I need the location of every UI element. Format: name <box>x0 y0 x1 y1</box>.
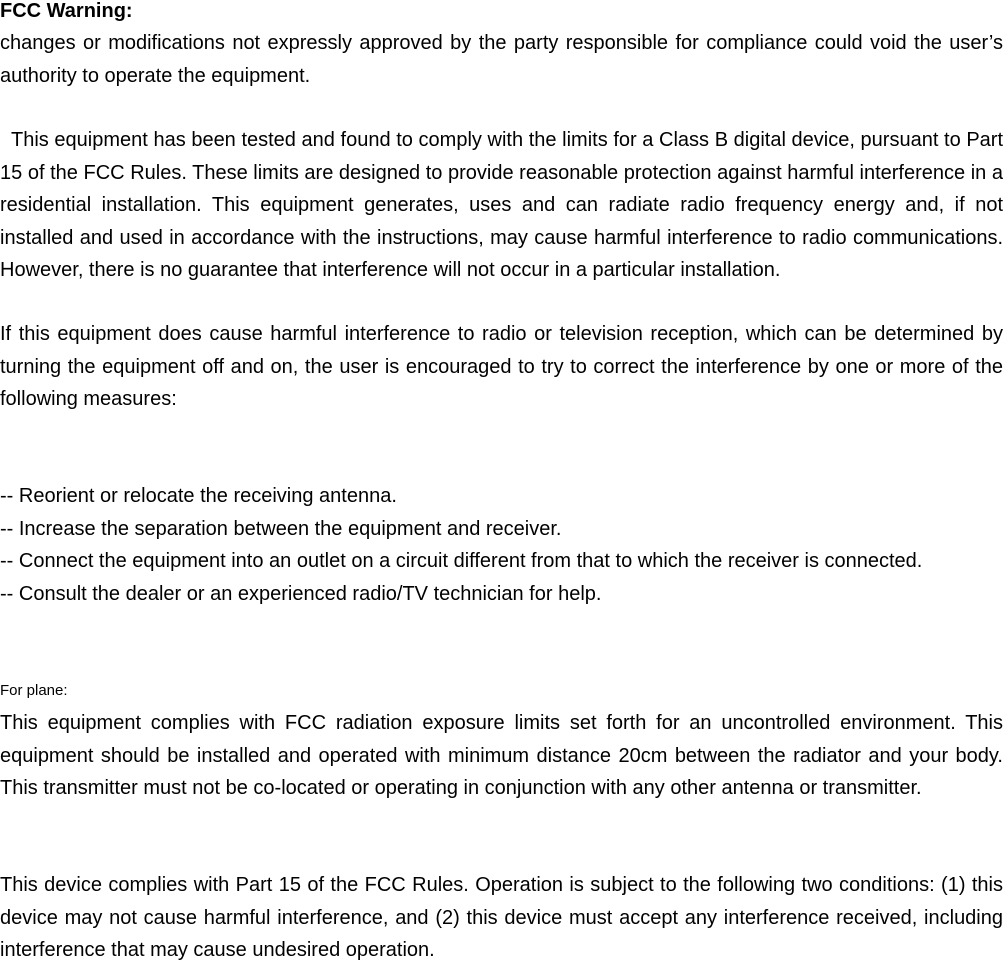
radiation-exposure-paragraph: This equipment complies with FCC radiation exposure limits set forth for an uncontrolled environment. This equipment should be installed and operated with minimum distance 20cm between the radiator and your body. This transmitter must not be co-located or operating in conjunction with any other antenna or transmitter. <box>0 712 1003 799</box>
list-item: -- Consult the dealer or an experienced radio/TV technician for help. <box>0 582 602 605</box>
page-title: FCC Warning: <box>0 0 133 22</box>
measures-list <box>0 480 1003 610</box>
list-item: -- Increase the separation between the equipment and receiver. <box>0 517 562 540</box>
list-item: -- Connect the equipment into an outlet on a circuit different from that to which the receiver is connected. <box>0 550 923 572</box>
plane-label: For plane: <box>0 682 68 699</box>
part15-paragraph: This device complies with Part 15 of the FCC Rules. Operation is subject to the following two conditions: (1) this device may not cause harmful interference, and (2) this device must accept any interference received, including interference that may cause undesired operation. <box>0 874 1003 961</box>
intro-paragraph: changes or modifications not expressly approved by the party responsible for compliance could void the user’s authority to operate the equipment. <box>0 32 1003 87</box>
measures-intro-paragraph: If this equipment does cause harmful interference to radio or television reception, which can be determined by turning the equipment off and on, the user is encouraged to try to correct the interference by one or more of the following measures: <box>0 323 1003 410</box>
list-item: -- Reorient or relocate the receiving antenna. <box>0 485 397 507</box>
class-b-paragraph: This equipment has been tested and found to comply with the limits for a Class B digital device, pursuant to Part 15 of the FCC Rules. These limits are designed to provide reasonable protection against harmful interference in a residential installation. This equipment generates, uses and can radiate radio frequency energy and, if not installed and used in accordance with the instructions, may cause harmful interference to radio communications. However, there is no guarantee that interference will not occur in a particular installation. <box>0 129 1003 281</box>
